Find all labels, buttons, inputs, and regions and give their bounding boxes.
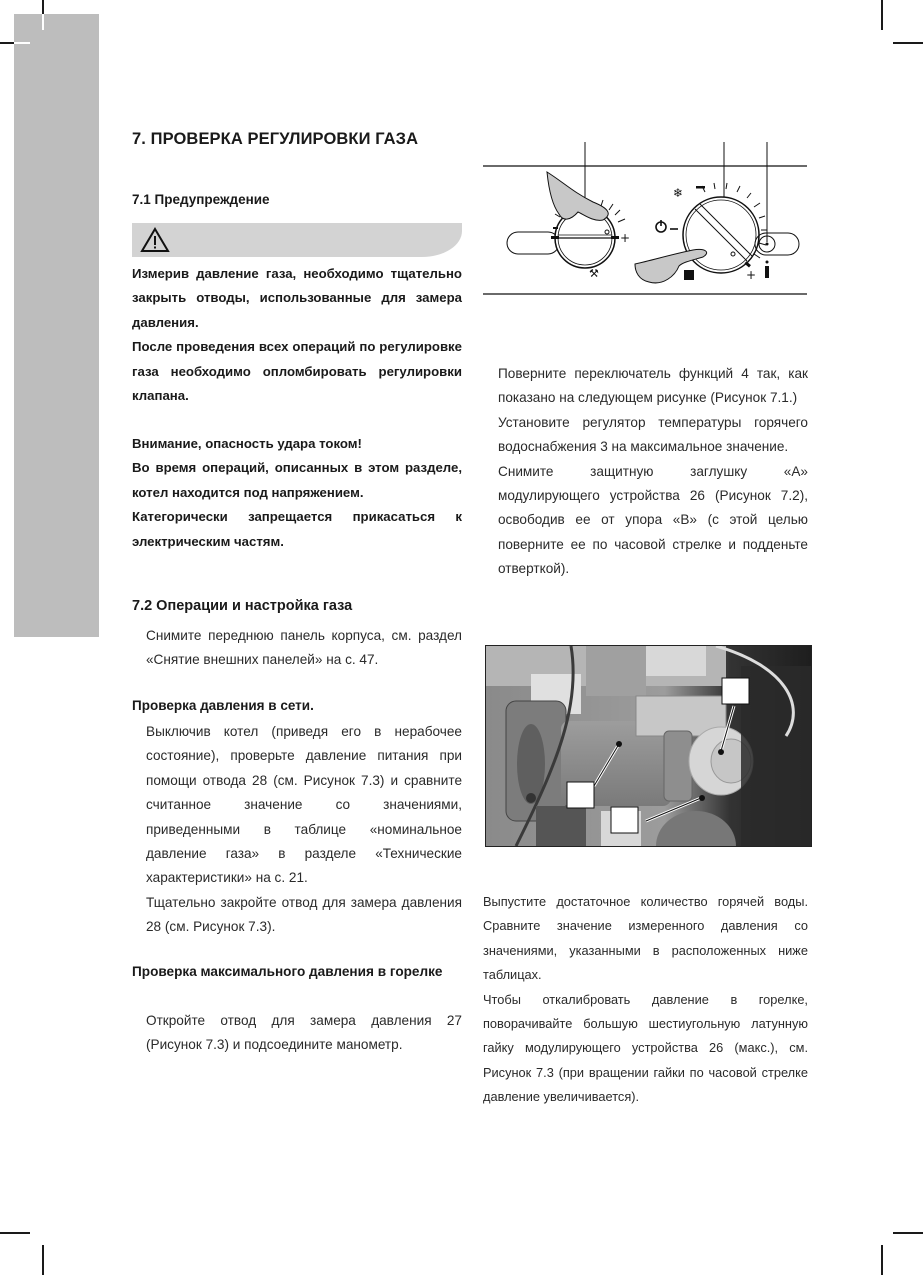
intro-paragraph: Снимите переднюю панель корпуса, см. раздел «Снятие внешних панелей» на с. 47. <box>146 628 462 668</box>
warning-paragraph: После проведения всех операций по регулировке газа необходимо опломбировать регулировки клапана. <box>132 339 462 404</box>
svg-text:+: + <box>620 231 631 245</box>
danger-paragraph: Во время операций, описанных в этом разделе, котел находится под напряжением. <box>132 460 462 500</box>
instructions-top <box>498 362 808 582</box>
instruction-paragraph: Выпустите достаточное количество горячей воды. Сравните значение измеренного давления со значениями, указанными в расположенных ниже таблицах. <box>483 894 808 983</box>
instruction-paragraph: Установите регулятор температуры горячего водоснабжения 3 на максимальное значение. <box>498 414 808 455</box>
crop-mark <box>42 1245 44 1275</box>
section-title: 7. ПРОВЕРКА РЕГУЛИРОВКИ ГАЗА <box>132 130 419 148</box>
warning-triangle-icon <box>140 227 170 253</box>
danger-heading: Внимание, опасность удара током! <box>132 436 362 451</box>
subsection-title-warning: 7.1 Предупреждение <box>132 192 270 207</box>
snowflake-icon: ❄ <box>673 186 684 200</box>
max-pressure-title: Проверка максимального давления в горелке <box>132 964 443 979</box>
callout-box <box>611 807 638 833</box>
crop-mark <box>42 14 44 30</box>
instruction-paragraph: Снимите защитную заглушку «А» модулирующего устройства 26 (Рисунок 7.2), освободив ее от упора «В» (с этой целью поверните ее по часовой стрелке и подденьте отверткой). <box>498 463 808 577</box>
control-panel-diagram <box>483 142 809 297</box>
subsection-title-operations: 7.2 Операции и настройка газа <box>132 598 353 614</box>
network-check-paragraph: Тщательно закройте отвод для замера давления 28 (см. Рисунок 7.3). <box>146 894 462 935</box>
instruction-paragraph: Чтобы откалибровать давление в горелке, поворачивайте большую шестиугольную латунную гайку модулирующего устройства 26 (макс.), см. Рисунок 7.3 (при вращении гайки по часовой стрелке давление увеличивается). <box>483 991 808 1105</box>
crop-mark <box>893 1232 923 1234</box>
max-pressure-paragraph: Откройте отвод для замера давления 27 (Рисунок 7.3) и подсоедините манометр. <box>146 1013 462 1053</box>
chapter-side-tab <box>14 14 99 637</box>
info-icon <box>765 266 769 278</box>
crop-mark <box>0 1232 30 1234</box>
gas-valve-photo <box>485 645 812 847</box>
instructions-bottom <box>483 890 808 1110</box>
callout-box <box>722 678 749 704</box>
crop-mark <box>881 1245 883 1275</box>
radiator-icon <box>684 270 694 280</box>
warning-text <box>132 262 462 408</box>
warning-paragraph: Измерив давление газа, необходимо тщательно закрыть отводы, использованные для замера давления. <box>132 266 462 330</box>
svg-text:+: + <box>746 268 757 282</box>
warning-bar <box>132 223 462 257</box>
callout-box <box>567 782 594 808</box>
crop-mark <box>14 42 30 44</box>
network-check-paragraph: Выключив котел (приведя его в нерабочее состояние), проверьте давление питания при помощи отвода 28 (см. Рисунок 7.3) и сравните считанное значение со значениями, приведенными в таблице «номинальное давление газа» в разделе «Технические характеристики» на с. 21. <box>146 724 462 886</box>
danger-text <box>132 432 462 554</box>
network-check-title: Проверка давления в сети. <box>132 698 314 713</box>
instruction-paragraph: Поверните переключатель функций 4 так, как показано на следующем рисунке (Рисунок 7.1.) <box>498 366 808 406</box>
hand-icon <box>547 172 608 220</box>
tap-icon: ⚒ <box>589 267 599 280</box>
danger-paragraph: Категорически запрещается прикасаться к электрическим частям. <box>132 509 462 549</box>
crop-mark <box>893 42 923 44</box>
crop-mark <box>881 0 883 30</box>
